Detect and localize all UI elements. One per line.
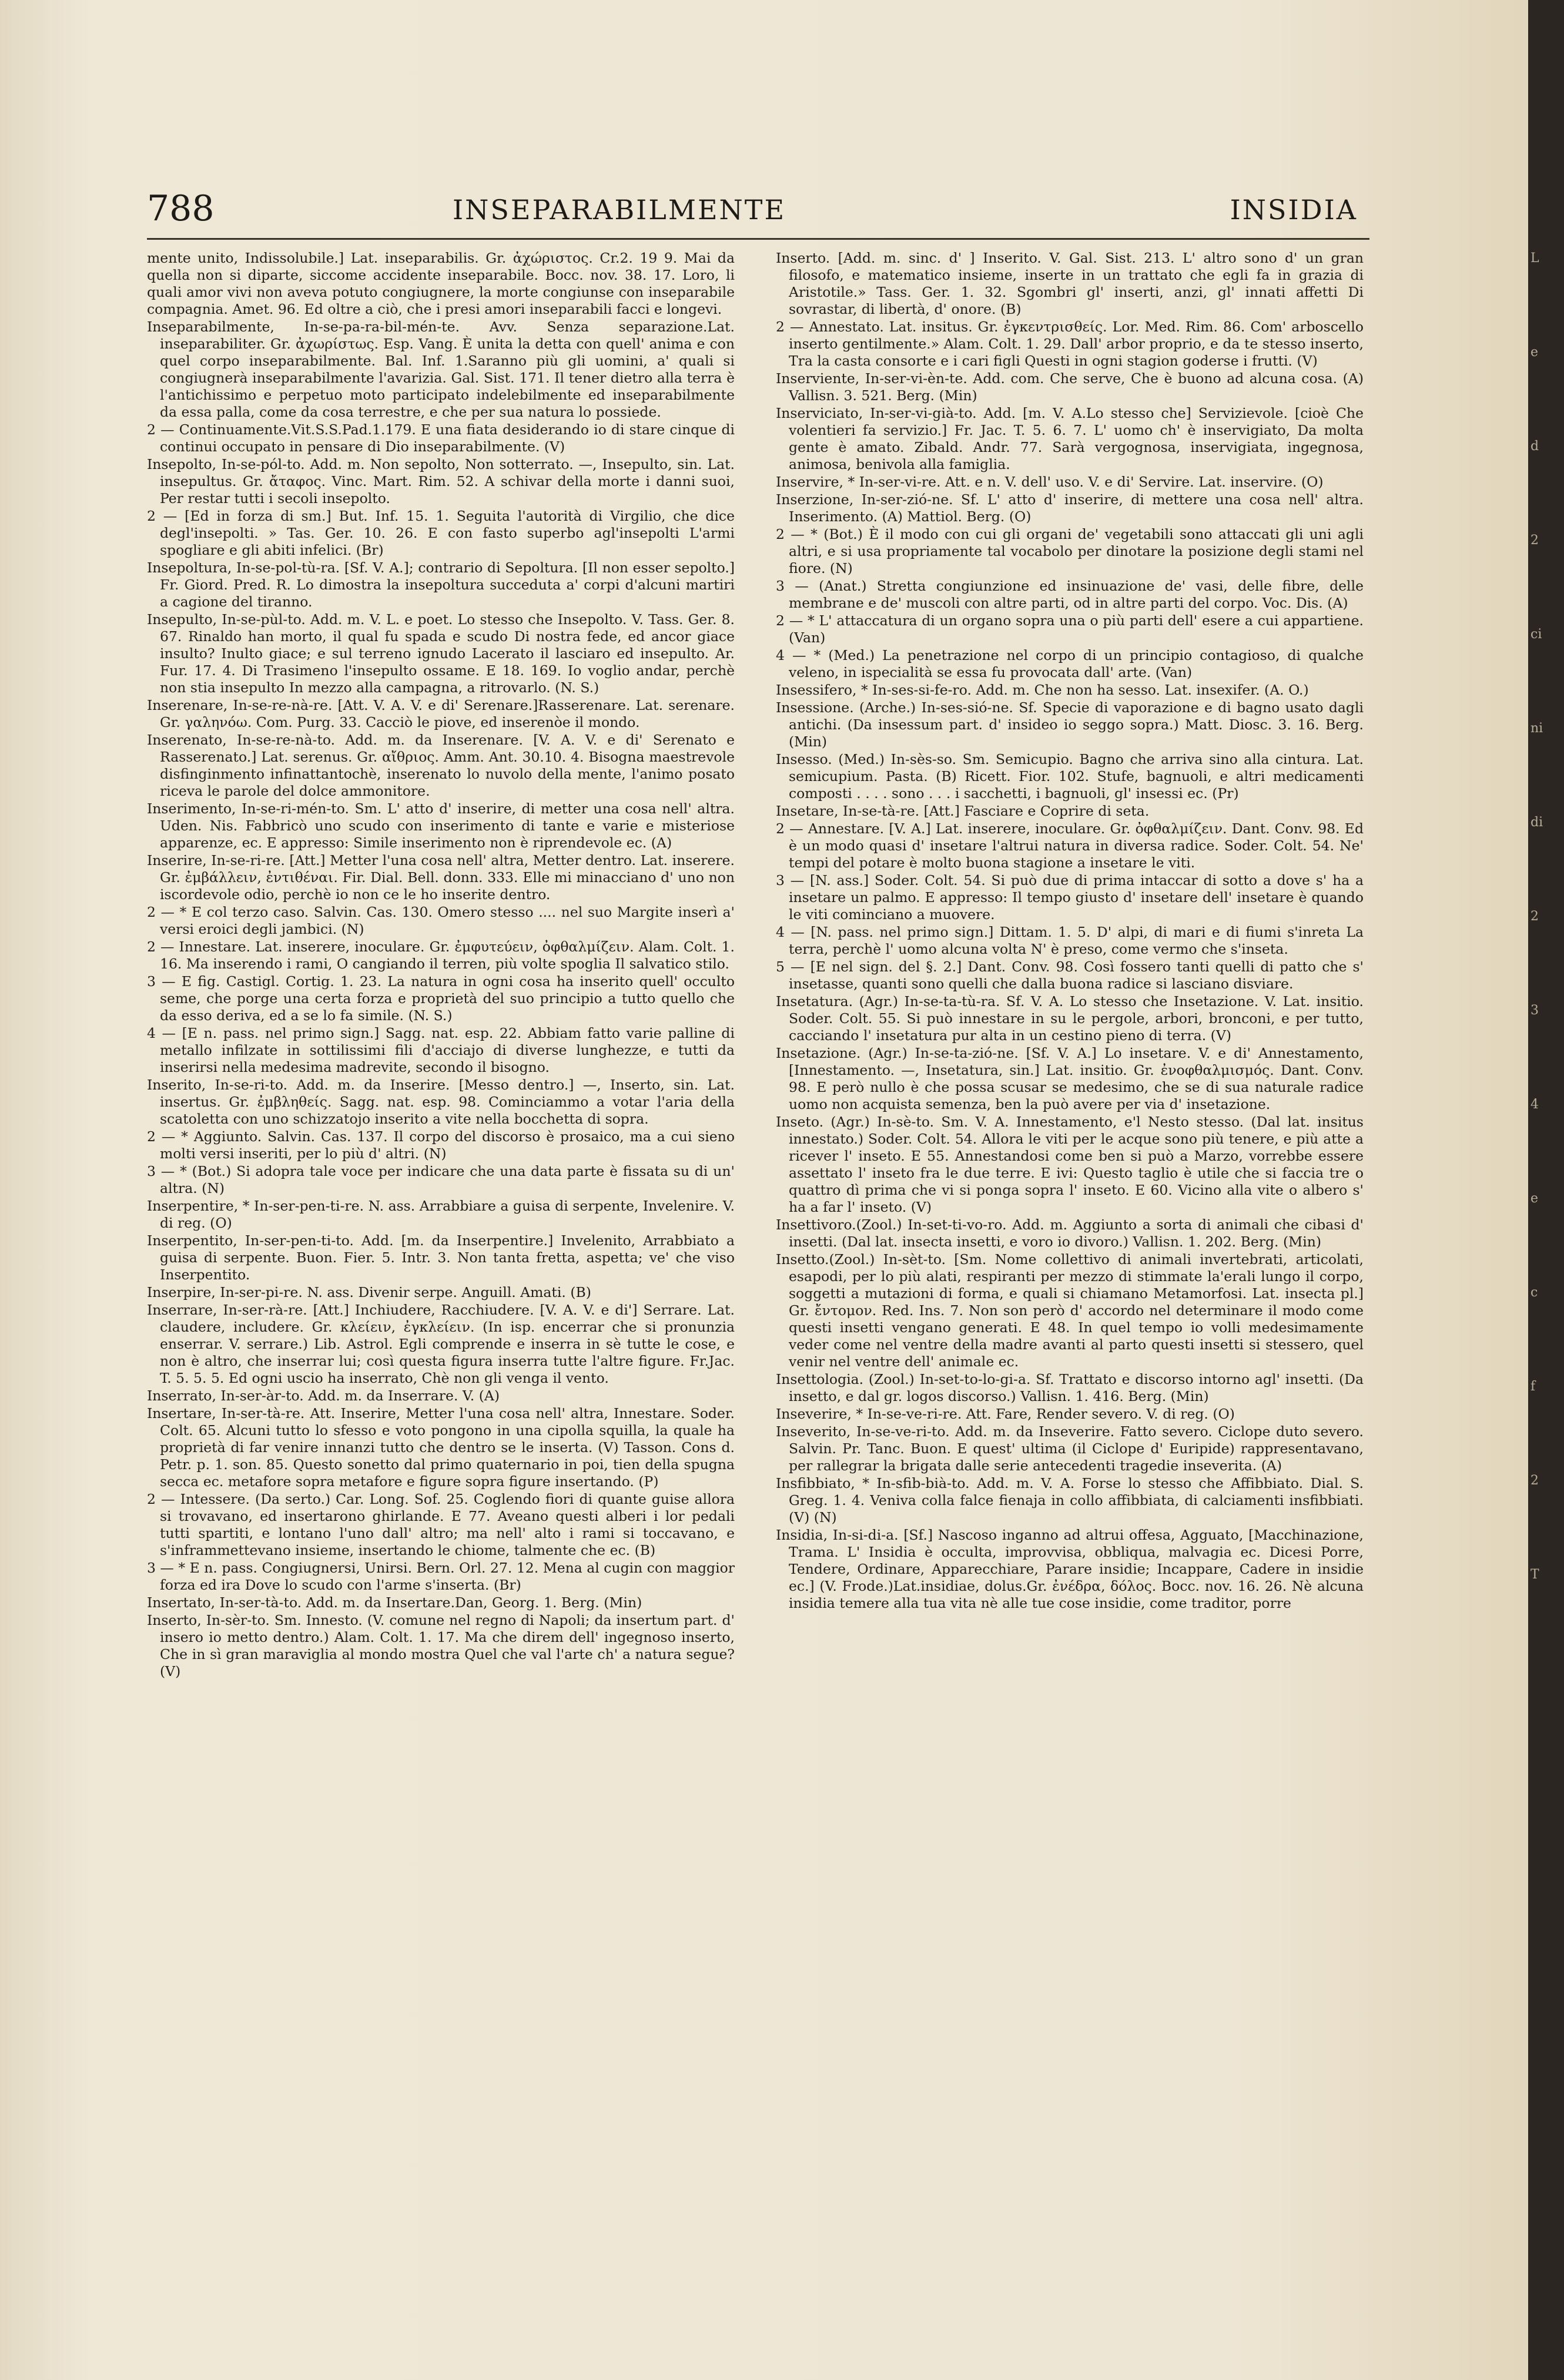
- dictionary-entry: Insidia, In-si-di-a. [Sf.] Nascoso inganno ad altrui offesa, Agguato, [Macchinazione, Trama. L' Insidia è occulta, improvvisa, obbliqua, malvagia ec. Dicesi Porre, Tendere, Ordinare, Apparecchiare, Parare insidie; Incappare, Cadere in insidie ec.] (V. Frode.)Lat.insidiae, dolus.Gr. ἐνέδρα, δόλος. Bocc. nov. 16. 26. Nè alcuna insidia temere alla tua vita nè alle tue cose insidie, come traditor, porre: [776, 1527, 1364, 1611]
- dictionary-entry: Insepulto, In-se-pùl-to. Add. m. V. L. e poet. Lo stesso che Insepolto. V. Tass. Ger. 8. 67. Rinaldo han morto, il qual fu spada e scudo Di nostra fede, ed ancor giace insulto? Inulto giace; e sul terreno ignudo Lacerato il lasciaro ed insepulto. Ar. Fur. 17. 4. Di Trasimeno l'insepulto ossame. E 18. 169. Io voglio andar, perchè non stia insepulto In mezzo alla campagna, a ritrovarlo. (N. S.): [147, 611, 735, 696]
- dictionary-entry: Inserto, In-sèr-to. Sm. Innesto. (V. comune nel regno di Napoli; da insertum part. d' insero io metto dentro.) Alam. Colt. 1. 17. Ma che direm dell' ingegnoso inserto, Che in sì gran maraviglia al mondo mostra Quel che val l'arte ch' a natura segue? (V): [147, 1612, 735, 1680]
- dictionary-entry: Inserenato, In-se-re-nà-to. Add. m. da Inserenare. [V. A. V. e di' Serenato e Rasserenato.] Lat. serenus. Gr. αἴθριος. Amm. Ant. 30.10. 4. Bisogna maestrevole disfinginmento infinattantochè, inserenato lo nuvolo della mente, l'animo posato riceva le parole del dolce ammonitore.: [147, 732, 735, 799]
- dictionary-entry: Inseparabilmente, In-se-pa-ra-bil-mén-te. Avv. Senza separazione.Lat. inseparabiliter. Gr. ἀχωρίστως. Esp. Vang. È unita la detta con quell' anima e con quel corpo inseparabilmente. Bal. Inf. 1.Saranno più gli uomini, a' quali si congiugnerà inseparabilmente l'avarizia. Gal. Sist. 171. Il tener dietro alla terra è l'antichissimo e perpetuo moto participato indelebilmente ed inseparabilmente da essa palla, come da cosa terrestre, e che per sua natura lo possiede.: [147, 319, 735, 420]
- edge-letter: c: [1530, 1285, 1538, 1300]
- dictionary-entry: Inserpentire, * In-ser-pen-ti-re. N. ass. Arrabbiare a guisa di serpente, Invelenire. V. di reg. (O): [147, 1198, 735, 1231]
- dictionary-entry: 3 — E fig. Castigl. Cortig. 1. 23. La natura in ogni cosa ha inserito quell' occulto seme, che porge una certa forza e proprietà del suo principio a tutto quello che da esso deriva, ed a se lo fa simile. (N. S.): [147, 973, 735, 1024]
- dictionary-entry: Inserenare, In-se-re-nà-re. [Att. V. A. V. e di' Serenare.]Rasserenare. Lat. serenare. Gr. γαληνόω. Com. Purg. 33. Cacciò le piove, ed inserenòe il mondo.: [147, 697, 735, 730]
- edge-letter: L: [1530, 251, 1539, 266]
- dictionary-entry: Inserviciato, In-ser-vi-già-to. Add. [m. V. A.Lo stesso che] Servizievole. [cioè Che volentieri fa servizio.] Fr. Jac. T. 5. 6. 7. L' uomo ch' è inservigiato, Da molta gente è amato. Zibald. Andr. 77. Sarà vergognosa, inservigiata, ingegnosa, animosa, benivola alla famiglia.: [776, 405, 1364, 472]
- adjacent-page-letters: [1530, 212, 1562, 1622]
- dictionary-entry: Inserito, In-se-ri-to. Add. m. da Inserire. [Messo dentro.] —, Inserto, sin. Lat. insertus. Gr. ἐμβληθείς. Sagg. nat. esp. 98. Cominciammo a votar l'aria della scatoletta con uno schizzatojo inserito a vite nella bocchetta di sopra.: [147, 1077, 735, 1127]
- dictionary-entry: Inserzione, In-ser-zió-ne. Sf. L' atto d' inserire, di mettere una cosa nell' altra. Inserimento. (A) Mattiol. Berg. (O): [776, 491, 1364, 525]
- dictionary-entry: 4 — * (Med.) La penetrazione nel corpo di un principio contagioso, di qualche veleno, in ispecialità se essa fu provocata dall' arte. (Van): [776, 647, 1364, 681]
- dictionary-entry: Inserviente, In-ser-vi-èn-te. Add. com. Che serve, Che è buono ad alcuna cosa. (A) Vallisn. 3. 521. Berg. (Min): [776, 370, 1364, 404]
- edge-letter: 2: [1530, 533, 1539, 548]
- dictionary-entry: Insepoltura, In-se-pol-tù-ra. [Sf. V. A.]; contrario di Sepoltura. [Il non esser sepolto.] Fr. Giord. Pred. R. Lo dimostra la insepoltura succeduta a' corpi d'alcuni martiri a cagione del tiranno.: [147, 559, 735, 610]
- dictionary-entry: Inserrato, In-ser-àr-to. Add. m. da Inserrare. V. (A): [147, 1387, 500, 1404]
- dictionary-entry: Inservire, * In-ser-vi-re. Att. e n. V. dell' uso. V. e di' Servire. Lat. inservire. (O): [776, 474, 1324, 490]
- dictionary-entry: Inseverire, * In-se-ve-ri-re. Att. Fare, Render severo. V. di reg. (O): [776, 1406, 1235, 1422]
- header-left-word: INSEPARABILMENTE: [453, 194, 786, 226]
- dictionary-entry: 3 — (Anat.) Stretta congiunzione ed insinuazione de' vasi, delle fibre, delle membrane e de' muscoli con altre parti, od in altre parti del corpo. Voc. Dis. (A): [776, 578, 1364, 611]
- dictionary-entry: 5 — [E nel sign. del §. 2.] Dant. Conv. 98. Così fossero tanti quelli di patto che s' insetasse, quanti sono quelli che dalla buona radice si lasciano disviare.: [776, 958, 1364, 992]
- dictionary-entry: Insetto.(Zool.) In-sèt-to. [Sm. Nome collettivo di animali invertebrati, articolati, esapodi, per lo più alati, respiranti per mezzo di stimmate la'erali lungo il corpo, soggetti a mutazioni di forma, e quali si chiamano Metamorfosi. Lat. insecta pl.] Gr. ἔντομον. Red. Ins. 7. Non son però d' accordo nel determinare il modo come questi insetti vengano generati. E 48. In quel tempo io volli medesimamente veder come nel ventre della madre avanti al parto questi insetti si stessero, quel venir nel ventre dell' animale ec.: [776, 1251, 1364, 1370]
- dictionary-entry: 4 — [N. pass. nel primo sign.] Dittam. 1. 5. D' alpi, di mari e di fiumi s'inreta La terra, perchè l' uomo alcuna volta N' è preso, come vermo che s'inseta.: [776, 924, 1364, 957]
- dictionary-entry: Inserire, In-se-ri-re. [Att.] Metter l'una cosa nell' altra, Metter dentro. Lat. inserere. Gr. ἐμβάλλειν, ἐντιθέναι. Fir. Dial. Bell. donn. 333. Elle mi minacciano d' uno non iscordevole odio, perchè io non ce le ho inserite dentro.: [147, 852, 735, 903]
- edge-letter: d: [1530, 439, 1539, 454]
- dictionary-entry: 3 — * (Bot.) Si adopra tale voce per indicare che una data parte è fissata su di un' altra. (N): [147, 1163, 735, 1196]
- dictionary-entry: Inserimento, In-se-ri-mén-to. Sm. L' atto d' inserire, di metter una cosa nell' altra. Uden. Nis. Fabbricò uno scudo con inserimento di tante e varie e misteriose apparenze, ec. E appresso: Simile inserimento non è riprendevole ec. (A): [147, 800, 735, 851]
- left-column: [147, 250, 735, 1681]
- edge-letter: 2: [1530, 909, 1539, 924]
- dictionary-entry: 2 — * E col terzo caso. Salvin. Cas. 130. Omero stesso .... nel suo Margite inserì a' versi eroici degli jambici. (N): [147, 904, 735, 937]
- dictionary-entry: Insessione. (Arche.) In-ses-sió-ne. Sf. Specie di vaporazione e di bagno usato dagli antichi. (Da insessum part. d' insideo io seggo sopra.) Matt. Diosc. 3. 16. Berg. (Min): [776, 699, 1364, 750]
- edge-letter: e: [1530, 1191, 1539, 1206]
- dictionary-entry: Insessifero, * In-ses-si-fe-ro. Add. m. Che non ha sesso. Lat. insexifer. (A. O.): [776, 682, 1309, 698]
- dictionary-entry: Inserrare, In-ser-rà-re. [Att.] Inchiudere, Racchiudere. [V. A. V. e di'] Serrare. Lat. claudere, includere. Gr. κλείειν, ἐγκλείειν. (In isp. encerrar che si pronunzia enserrar. V. serrare.) Lib. Astrol. Egli comprende e inserra in sè tutte le cose, e non è altro, che inserrar lui; così questa figura inserra tutte l'altre figure. Fr.Jac. T. 5. 5. 5. Ed ogni uscio ha inserrato, Chè non gli venga il vento.: [147, 1302, 735, 1386]
- dictionary-entry: Insettologia. (Zool.) In-set-to-lo-gi-a. Sf. Trattato e discorso intorno agl' insetti. (Da insetto, e dal gr. logos discorso.) Vallisn. 1. 416. Berg. (Min): [776, 1371, 1364, 1404]
- dictionary-entry: Inserpentito, In-ser-pen-ti-to. Add. [m. da Inserpentire.] Invelenito, Arrabbiato a guisa di serpente. Buon. Fier. 5. Intr. 3. Non tanta fretta, aspetta; ve' che viso Inserpentito.: [147, 1232, 735, 1283]
- dictionary-entry: Insertare, In-ser-tà-re. Att. Inserire, Metter l'una cosa nell' altra, Innestare. Soder. Colt. 65. Alcuni tutto lo sfesso e voto pongono in una cipolla squilla, la quale ha proprietà di far venire innanzi tutto che dentro se le inserta. (V) Tasson. Cons d. Petr. p. 1. son. 85. Questo sonetto dal primo quaternario in poi, tien della spugna secca ec. metafore sopra metafore e figure sopra figure insertando. (P): [147, 1405, 735, 1490]
- dictionary-entry: 2 — Annestare. [V. A.] Lat. inserere, inoculare. Gr. ὀφθαλμίζειν. Dant. Conv. 98. Ed è un modo quasi d' insetare l'altrui natura in diversa radice. Soder. Colt. 54. Ne' tempi del potare è molto buona stagione a insetare le viti.: [776, 820, 1364, 871]
- dictionary-entry: 2 — Continuamente.Vit.S.S.Pad.1.179. E una fiata desiderando io di stare cinque di continui occupato in pensare di Dio inseparabilmente. (V): [147, 421, 735, 455]
- dictionary-entry: Insetare, In-se-tà-re. [Att.] Fasciare e Coprire di seta.: [776, 803, 1150, 819]
- dictionary-entry: 2 — Annestato. Lat. insitus. Gr. ἐγκεντρισθείς. Lor. Med. Rim. 86. Com' arboscello inserto gentilmente.» Alam. Colt. 1. 29. Dall' arbor proprio, e da te stesso inserto, Tra la casta consorte e i cari figli Questi in ogni stagion goderse i frutti. (V): [776, 319, 1364, 369]
- dictionary-entry: 3 — [N. ass.] Soder. Colt. 54. Si può due di prima intaccar di sotto a dove s' ha a insetare un palmo. E appresso: Il tempo giusto d' insetare dell' insetare è quando le viti cominciano a muovere.: [776, 872, 1364, 923]
- dictionary-entry: 2 — * Aggiunto. Salvin. Cas. 137. Il corpo del discorso è prosaico, ma a cui sieno molti versi inseriti, per lo più d' altri. (N): [147, 1128, 735, 1162]
- dictionary-entry: Insetazione. (Agr.) In-se-ta-zió-ne. [Sf. V. A.] Lo insetare. V. e di' Annestamento, [Innestamento. —, Insetatura, sin.] Lat. insitio. Gr. ἐνοφθαλμισμός. Dant. Conv. 98. E però nullo è che possa scusar se medesimo, che se di sua naturale radice uomo non acquista semenza, ben la può avere per via d' insetazione.: [776, 1045, 1364, 1112]
- dictionary-entry: 2 — * L' attaccatura di un organo sopra una o più parti dell' esere a cui appartiene. (Van): [776, 612, 1364, 646]
- header-right-word: INSIDIA: [1230, 194, 1358, 226]
- dictionary-entry: 2 — [Ed in forza di sm.] But. Inf. 15. 1. Seguita l'autorità di Virgilio, che dice degl'insepolti. » Tas. Ger. 10. 26. E con fasto superbo agl'insepolti L'armi spogliare e gli abiti infelici. (Br): [147, 508, 735, 558]
- edge-letter: T: [1530, 1567, 1539, 1582]
- dictionary-entry: Insepolto, In-se-pól-to. Add. m. Non sepolto, Non sotterrato. —, Insepulto, sin. Lat. insepultus. Gr. ἄταφος. Vinc. Mart. Rim. 52. A schivar della morte i danni suoi, Per restar tutti i secoli insepolto.: [147, 456, 735, 507]
- running-header: [147, 188, 1369, 235]
- edge-letter: 2: [1530, 1473, 1539, 1488]
- edge-letter: ci: [1530, 627, 1542, 642]
- dictionary-entry: mente unito, Indissolubile.] Lat. inseparabilis. Gr. ἀχώριστος. Cr.2. 19 9. Mai da quella non si diparte, siccome accidente inseparabile. Bocc. nov. 38. 17. Loro, li quali amor vivi non aveva potuto congiugnere, la morte congiunse con inseparabile compagnia. Amet. 96. Ed oltre a ciò, che i presi amori inseparabili facci e longevi.: [147, 250, 735, 317]
- dictionary-entry: Insertato, In-ser-tà-to. Add. m. da Insertare.Dan, Georg. 1. Berg. (Min): [147, 1594, 642, 1611]
- dictionary-entry: Insfibbiato, * In-sfib-bià-to. Add. m. V. A. Forse lo stesso che Affibbiato. Dial. S. Greg. 1. 4. Veniva colla falce fienaja in collo affibbiata, di calciamenti insfibbiati. (V) (N): [776, 1475, 1364, 1526]
- right-column: [776, 250, 1364, 1613]
- page-number: 788: [147, 188, 215, 229]
- header-rule: [147, 238, 1369, 240]
- edge-letter: f: [1530, 1379, 1536, 1394]
- dictionary-entry: Inseto. (Agr.) In-sè-to. Sm. V. A. Innestamento, e'l Nesto stesso. (Dal lat. insitus innestato.) Soder. Colt. 54. Allora le viti per le acque sono più tenere, e più atte a ricever l' inseto. E 55. Annestandosi come ben si può a Marzo, vorrebbe essere assettato l' inseto fra le due terre. E ivi: Questo taglio è utile che si faccia tre o quattro dì prima che vi si ponga sopra l' inseto. E 60. Vicino alla vite o albero s' ha a far l' inseto. (V): [776, 1114, 1364, 1215]
- dictionary-entry: Inserpire, In-ser-pi-re. N. ass. Divenir serpe. Anguill. Amati. (B): [147, 1284, 591, 1300]
- dictionary-entry: Inseverito, In-se-ve-ri-to. Add. m. da Inseverire. Fatto severo. Ciclope duto severo. Salvin. Pr. Tanc. Buon. E quest' ultima (il Ciclope d' Euripide) rappresentavano, per rallegrar la brigata dalle serie antecedenti tragedie inseverita. (A): [776, 1423, 1364, 1474]
- edge-letter: di: [1530, 815, 1543, 830]
- edge-letter: e: [1530, 345, 1539, 360]
- dictionary-entry: Insesso. (Med.) In-sès-so. Sm. Semicupio. Bagno che arriva sino alla cintura. Lat. semicupium. Pasta. (B) Ricett. Fior. 102. Stufe, bagnuoli, e altri medicamenti composti . . . . sono . . . i sacchetti, i bagnuoli, gl' insessi ec. (Pr): [776, 751, 1364, 802]
- dictionary-entry: Insettivoro.(Zool.) In-set-ti-vo-ro. Add. m. Aggiunto a sorta di animali che cibasi d' insetti. (Dal lat. insecta insetti, e voro io divoro.) Vallisn. 1. 202. Berg. (Min): [776, 1216, 1364, 1250]
- edge-letter: ni: [1530, 721, 1543, 736]
- dictionary-entry: 2 — Intessere. (Da serto.) Car. Long. Sof. 25. Coglendo fiori di quante guise allora si trovavano, ed insertarono ghirlande. E 77. Aveano questi alberi i lor pedali tutti spartiti, e lontano l'uno dall' altro; ma nell' alto i rami si toccavano, e s'inframmettevano insieme, insertando le chiome, talmente che ec. (B): [147, 1491, 735, 1558]
- dictionary-entry: 2 — * (Bot.) È il modo con cui gli organi de' vegetabili sono attaccati gli uni agli altri, e si usa propriamente tal vocabolo per dinotare la posizione degli stami nel fiore. (N): [776, 526, 1364, 576]
- dictionary-entry: 2 — Innestare. Lat. inserere, inoculare. Gr. ἐμφυτεύειν, ὀφθαλμίζειν. Alam. Colt. 1. 16. Ma inserendo i rami, O cangiando il terren, più volte spoglia Il salvatico stilo.: [147, 938, 735, 972]
- dictionary-entry: Insetatura. (Agr.) In-se-ta-tù-ra. Sf. V. A. Lo stesso che Insetazione. V. Lat. insitio. Soder. Colt. 55. Si può innestare in su le pergole, arbori, bronconi, e per tutto, cacciando l' insetatura pur alta in un cestino pieno di terra. (V): [776, 993, 1364, 1044]
- dictionary-entry: 4 — [E n. pass. nel primo sign.] Sagg. nat. esp. 22. Abbiam fatto varie palline di metallo infilzate in sottilissimi fili d'acciajo di diverse lunghezze, e tutti da inserirsi nella medesima madrevite, secondo il bisogno.: [147, 1025, 735, 1075]
- edge-letter: 3: [1530, 1003, 1539, 1018]
- dictionary-entry: Inserto. [Add. m. sinc. d' ] Inserito. V. Gal. Sist. 213. L' altro sono d' un gran filosofo, e matematico insieme, inserte in un trattato che egli fa in grazia di Aristotile.» Tass. Ger. 1. 32. Sgombri gl' inserti, anzi, gl' innati affetti Di sovrastar, di libertà, d' onore. (B): [776, 250, 1364, 317]
- edge-letter: 4: [1530, 1097, 1539, 1112]
- dictionary-entry: 3 — * E n. pass. Congiugnersi, Unirsi. Bern. Orl. 27. 12. Mena al cugin con maggior forza ed ira Dove lo scudo con l'arme s'inserta. (Br): [147, 1560, 735, 1593]
